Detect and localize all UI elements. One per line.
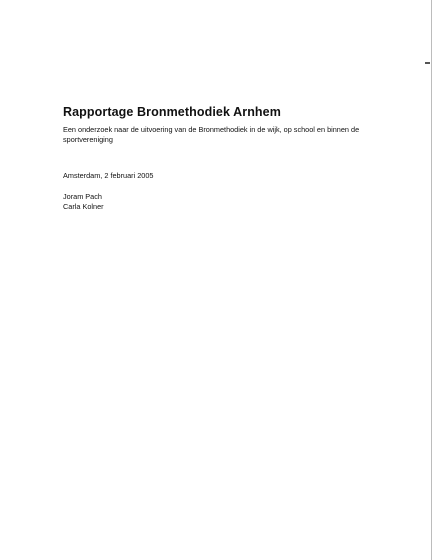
author-list — [63, 192, 403, 212]
title-block — [63, 104, 403, 212]
author-name: Joram Pach — [63, 192, 102, 201]
document-title: Rapportage Bronmethodiek Arnhem — [63, 105, 281, 119]
place-date: Amsterdam, 2 februari 2005 — [63, 171, 154, 180]
scan-edge-line — [431, 0, 432, 560]
author-name: Carla Kolner — [63, 202, 104, 211]
scan-mark — [425, 62, 430, 64]
document-subtitle: Een onderzoek naar de uitvoering van de Bronmethodiek in de wijk, op school en binnen de sportvereniging — [63, 125, 360, 144]
